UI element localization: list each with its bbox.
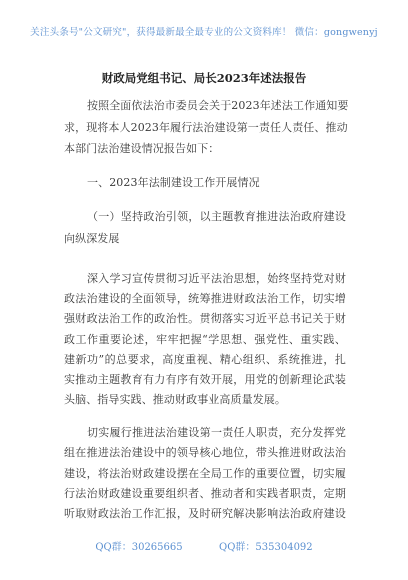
body-line: 头脑、指导实践、推动财政事业高质量发展。 (64, 393, 286, 406)
body-line: 求，现将本人2023年履行法治建设第一责任人责任、推动 (64, 121, 348, 134)
section-heading: 一、2023年法制建设工作开展情况 (87, 176, 260, 189)
body-line: 按照全面依法治市委员会关于2023年述法工作通知要 (87, 99, 349, 112)
footer-qq-group-2: QQ群：535304092 (219, 542, 313, 553)
body-line: 切实履行推进法治建设第一责任人职责，充分发挥党 (87, 426, 346, 439)
body-line: 建新功”的总要求，高度重视、精心组织、系统推进，扎 (64, 353, 346, 366)
subsection-heading: 向纵深发展 (64, 232, 120, 245)
header-banner: 关注头条号"公文研究"，获得最新最全最专业的公文资料库！ 微信：gongwenyj (30, 27, 378, 38)
footer-qq-group-1: QQ群：30265665 (95, 542, 183, 553)
body-line: 深入学习宣传贯彻习近平法治思想，始终坚持党对财 (87, 272, 346, 285)
body-line: 实推动主题教育有力有序有效开展，用党的创新理论武装 (64, 373, 346, 386)
body-line: 建设，将法治财政建设摆在全局工作的重要位置，切实履 (64, 467, 346, 480)
subsection-heading: （一）坚持政治引领，以主题教育推进法治政府建设 (87, 210, 346, 223)
body-line: 政法治建设的全面领导，统筹推进财政法治工作，切实增 (64, 292, 346, 305)
body-line: 行法治财政建设重要组织者、推动者和实践者职责，定期 (64, 487, 346, 500)
body-line: 组在推进法治建设中的领导核心地位，带头推进财政法治 (64, 446, 346, 459)
document-title: 财政局党组书记、局长2023年述法报告 (101, 71, 307, 85)
body-line: 政工作重要论述，牢牢把握“学思想、强党性、重实践、 (64, 333, 346, 346)
footer-banner (0, 538, 408, 553)
body-line: 强财政法治工作的政治性。贯彻落实习近平总书记关于财 (64, 312, 346, 325)
body-line: 本部门法治建设情况报告如下： (64, 142, 220, 155)
body-line: 听取财政法治工作汇报，及时研究解决影响法治政府建设 (64, 507, 346, 520)
